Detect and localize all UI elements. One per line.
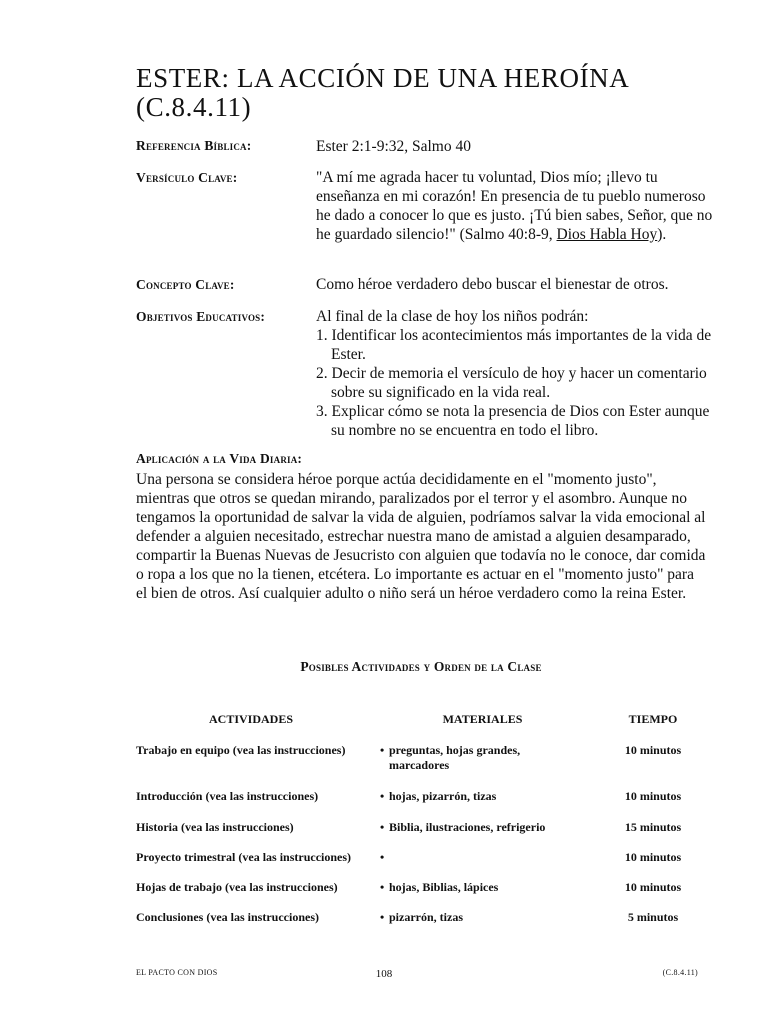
column-header-materials: MATERIALES xyxy=(442,712,523,726)
materials-cell xyxy=(380,880,580,895)
footer-right: (C.8.4.11) xyxy=(662,968,698,977)
time-cell: 10 minutos xyxy=(624,880,682,894)
bullet: • xyxy=(380,850,385,864)
concept-value: Como héroe verdadero debo buscar el bienestar de otros. xyxy=(316,276,669,293)
time-cell: 10 minutos xyxy=(624,850,682,864)
objective-item: 1. Identificar los acontecimientos más importantes de la vida de Ester. xyxy=(316,327,712,363)
objectives-label: Objetivos Educativos: xyxy=(136,309,266,324)
column-header-activities: ACTIVIDADES xyxy=(208,712,294,726)
bullet: • xyxy=(380,880,385,894)
materials-text: preguntas, hojas grandes, marcadores xyxy=(389,743,521,772)
bullet: • xyxy=(380,789,385,803)
materials-text: Biblia, ilustraciones, refrigerio xyxy=(389,820,546,834)
reference-label: Referencia Bíblica: xyxy=(136,138,252,153)
objectives-intro: Al final de la clase de hoy los niños podrán: xyxy=(316,308,589,325)
bullet: • xyxy=(380,743,385,757)
bullet: • xyxy=(380,820,385,834)
activities-heading: Posibles Actividades y Orden de la Clase xyxy=(300,659,542,674)
footer-left: EL PACTO CON DIOS xyxy=(136,968,218,977)
time-cell: 5 minutos xyxy=(627,910,679,924)
objective-item: 3. Explicar cómo se nota la presencia de Dios con Ester aunque su nombre no se encuentra en todo el libro. xyxy=(316,403,710,439)
verse-value xyxy=(316,168,716,244)
time-cell: 10 minutos xyxy=(624,743,682,757)
materials-cell xyxy=(380,820,580,835)
materials-text: hojas, Biblias, lápices xyxy=(389,880,499,894)
column-header-time: TIEMPO xyxy=(628,712,678,726)
title-line: (C.8.4.11) xyxy=(136,92,252,122)
materials-cell xyxy=(380,743,580,773)
concept-label: Concepto Clave: xyxy=(136,277,235,292)
activity-cell: Proyecto trimestral (vea las instrucciones) xyxy=(136,850,352,864)
application-text: Una persona se considera héroe porque actúa decididamente en el "momento justo", mientras que otros se quedan mirando, paralizados por el terror y el asombro. Aunque no tengamos la oportunidad de salvar la vida de alguien, podríamos salvar la vida emocional al defender a alguien necesitado, estrechar nuestra mano de amistad a alguien desamparado, compartir la Buenas Nuevas de Jesucristo con alguien que todavía no le conoce, dar comida o ropa a los que no la tienen, etcétera. Lo importante es actuar en el "momento justo" para el bien de otros. Así cualquier adulto o niño será un héroe verdadero como la reina Ester. xyxy=(136,471,706,602)
page-title xyxy=(136,64,736,122)
activity-cell: Historia (vea las instrucciones) xyxy=(136,820,294,834)
materials-cell xyxy=(380,850,580,865)
activity-cell: Trabajo en equipo (vea las instrucciones) xyxy=(136,743,346,757)
time-cell: 15 minutos xyxy=(624,820,682,834)
verse-label: Versículo Clave: xyxy=(136,170,238,185)
materials-cell xyxy=(380,789,580,804)
objective-item: 2. Decir de memoria el versículo de hoy y hacer un comentario sobre su significado en la vida real. xyxy=(316,365,707,401)
materials-cell xyxy=(380,910,580,925)
activity-cell: Hojas de trabajo (vea las instrucciones) xyxy=(136,880,338,894)
activity-cell: Conclusiones (vea las instrucciones) xyxy=(136,910,319,924)
objectives-value xyxy=(316,307,716,440)
objectives-list xyxy=(316,326,716,440)
materials-text: hojas, pizarrón, tizas xyxy=(389,789,497,803)
page-number: 108 xyxy=(375,968,393,980)
title-line: ESTER: LA ACCIÓN DE UNA HEROÍNA xyxy=(136,63,630,93)
bullet: • xyxy=(380,910,385,924)
verse-source: Dios Habla Hoy xyxy=(556,226,658,243)
materials-text: pizarrón, tizas xyxy=(389,910,463,924)
activity-cell: Introducción (vea las instrucciones) xyxy=(136,789,319,803)
verse-end: ). xyxy=(657,226,667,243)
verse-text: "A mí me agrada hacer tu voluntad, Dios mío; ¡llevo tu enseñanza en mi corazón! En presencia de tu pueblo numeroso he dado a conocer lo que es justo. ¡Tú bien sabes, Señor, que no he guardado silencio!" (Salmo 40:8-9, xyxy=(316,169,713,243)
reference-value: Ester 2:1-9:32, Salmo 40 xyxy=(316,138,471,155)
application-label: Aplicación a la Vida Diaria: xyxy=(136,451,303,466)
time-cell: 10 minutos xyxy=(624,789,682,803)
